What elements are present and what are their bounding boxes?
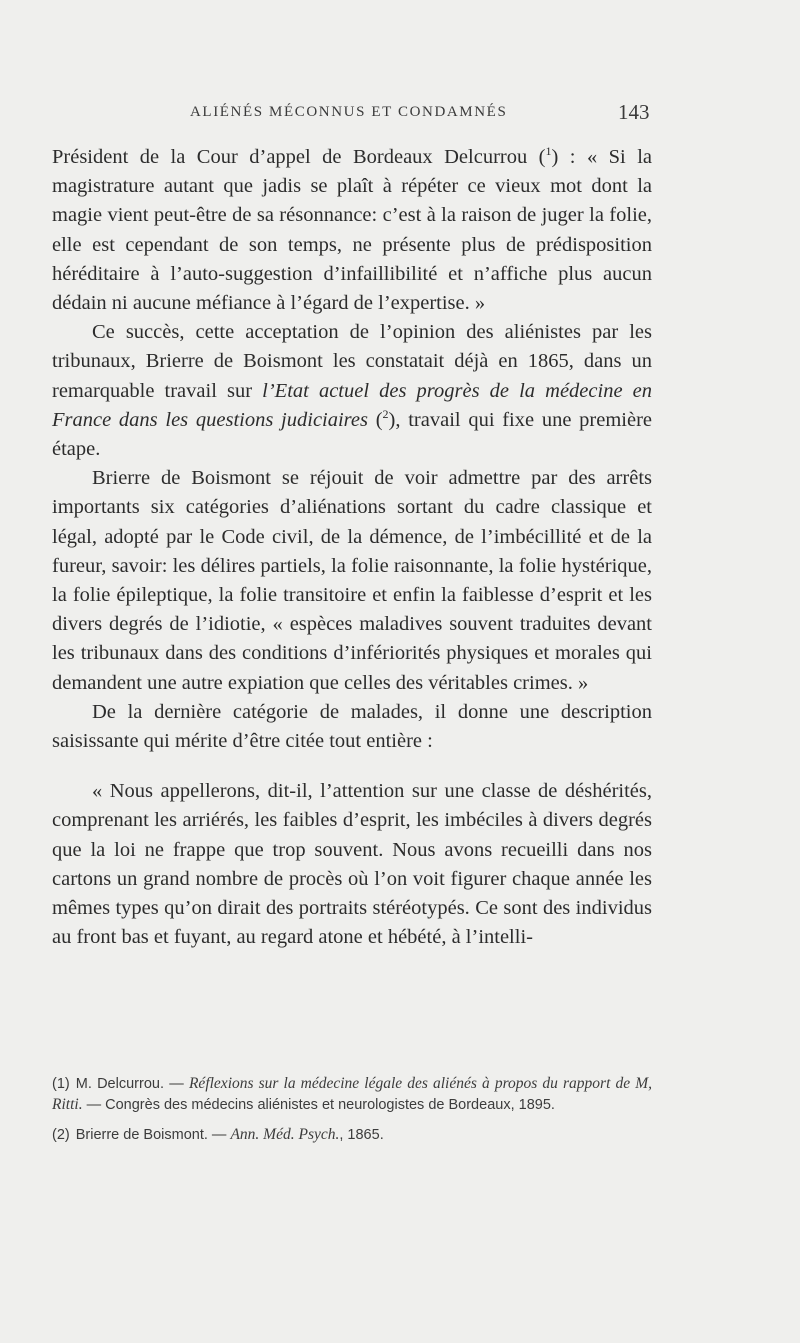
paragraph-1-text-b: ) : « Si la magistrature autant que jadis se plaît à répéter ce vieux mot dont la magie vient peut-être de sa résonnance: c’est à la raison de juger la folie, elle est cependant de son temps, ne présente plus de prédisposition héréditaire à l’auto-suggestion d’infaillibilité et n’affiche plus aucun dédain ni aucune méfiance à l’égard de l’expertise. » bbox=[52, 146, 652, 315]
footnote-1-rest: — Congrès des médecins aliénistes et neurologistes de Bordeaux, 1895. bbox=[82, 1096, 555, 1113]
paragraph-2-text-a: Ce succès, cette acceptation de l’opinion des aliénistes par les tribunaux, Brierre de Boismont les constatait déjà en 1865, dans un remarquable travail sur bbox=[52, 321, 652, 402]
running-title: ALIÉNÉS MÉCONNUS ET CONDAMNÉS bbox=[190, 104, 508, 120]
paragraph-2-text-b: ( bbox=[367, 408, 383, 431]
footnote-ref-2: 2 bbox=[382, 407, 389, 421]
running-head bbox=[0, 100, 800, 132]
paragraph-1 bbox=[52, 143, 652, 318]
footnote-1-number: (1) bbox=[52, 1076, 70, 1092]
footnote-1-author: M. Delcurrou. — bbox=[75, 1076, 189, 1092]
footnote-ref-1: 1 bbox=[545, 144, 552, 159]
footnote-2-number: (2) bbox=[52, 1127, 70, 1143]
footnote-2 bbox=[52, 1125, 652, 1146]
paragraph-2-text-c: ), travail qui fixe une première étape. bbox=[52, 408, 652, 461]
footnotes bbox=[52, 1074, 652, 1156]
paragraph-2 bbox=[52, 318, 652, 464]
paragraph-5: « Nous appellerons, dit-il, l’attention sur une classe de déshérités, comprenant les arriérés, les faibles d’esprit, les imbéciles à divers degrés que la loi ne frappe que trop souvent. Nous avons recueilli dans nos cartons un grand nombre de procès où l’on voit figurer chaque année les mêmes types qu’on dirait des portraits stéréotypés. Ce sont des individus au front bas et fuyant, au regard atone et hébété, à l’intelli- bbox=[52, 780, 652, 949]
paragraph-2-italic-title: l’Etat actuel des progrès de la médecine en France dans les questions judiciaires bbox=[52, 379, 652, 431]
body-text bbox=[52, 143, 652, 952]
footnote-2-author: Brierre de Boismont. — bbox=[75, 1127, 231, 1143]
footnote-1 bbox=[52, 1074, 652, 1115]
page-number: 143 bbox=[618, 100, 650, 124]
footnote-1-title: Réflexions sur la médecine légale des aliénés à propos du rapport de M, Ritti. bbox=[52, 1075, 652, 1113]
footnote-2-title: Ann. Méd. Psych. bbox=[230, 1126, 340, 1143]
paragraph-1-text-a: Président de la Cour d’appel de Bordeaux Delcurrou ( bbox=[52, 146, 546, 168]
paragraph-4: De la dernière catégorie de malades, il donne une description saisissante qui mérite d’être citée tout entière : bbox=[52, 700, 652, 753]
footnote-2-rest: , 1865. bbox=[339, 1127, 384, 1143]
paragraph-3: Brierre de Boismont se réjouit de voir admettre par des arrêts importants six catégories d’aliénations sortant du cadre classique et légal, adopté par le Code civil, de la démence, de l’imbécillité et de la fureur, savoir: les délires partiels, la folie raisonnante, la folie hystérique, la folie épileptique, la folie transitoire et enfin la faiblesse d’esprit et les divers degrés de l’idiotie, « espèces maladives souvent traduites devant les tribunaux dans des conditions d’infériorités physiques et morales qui demandent une autre expiation que celles des véritables crimes. » bbox=[52, 467, 652, 694]
